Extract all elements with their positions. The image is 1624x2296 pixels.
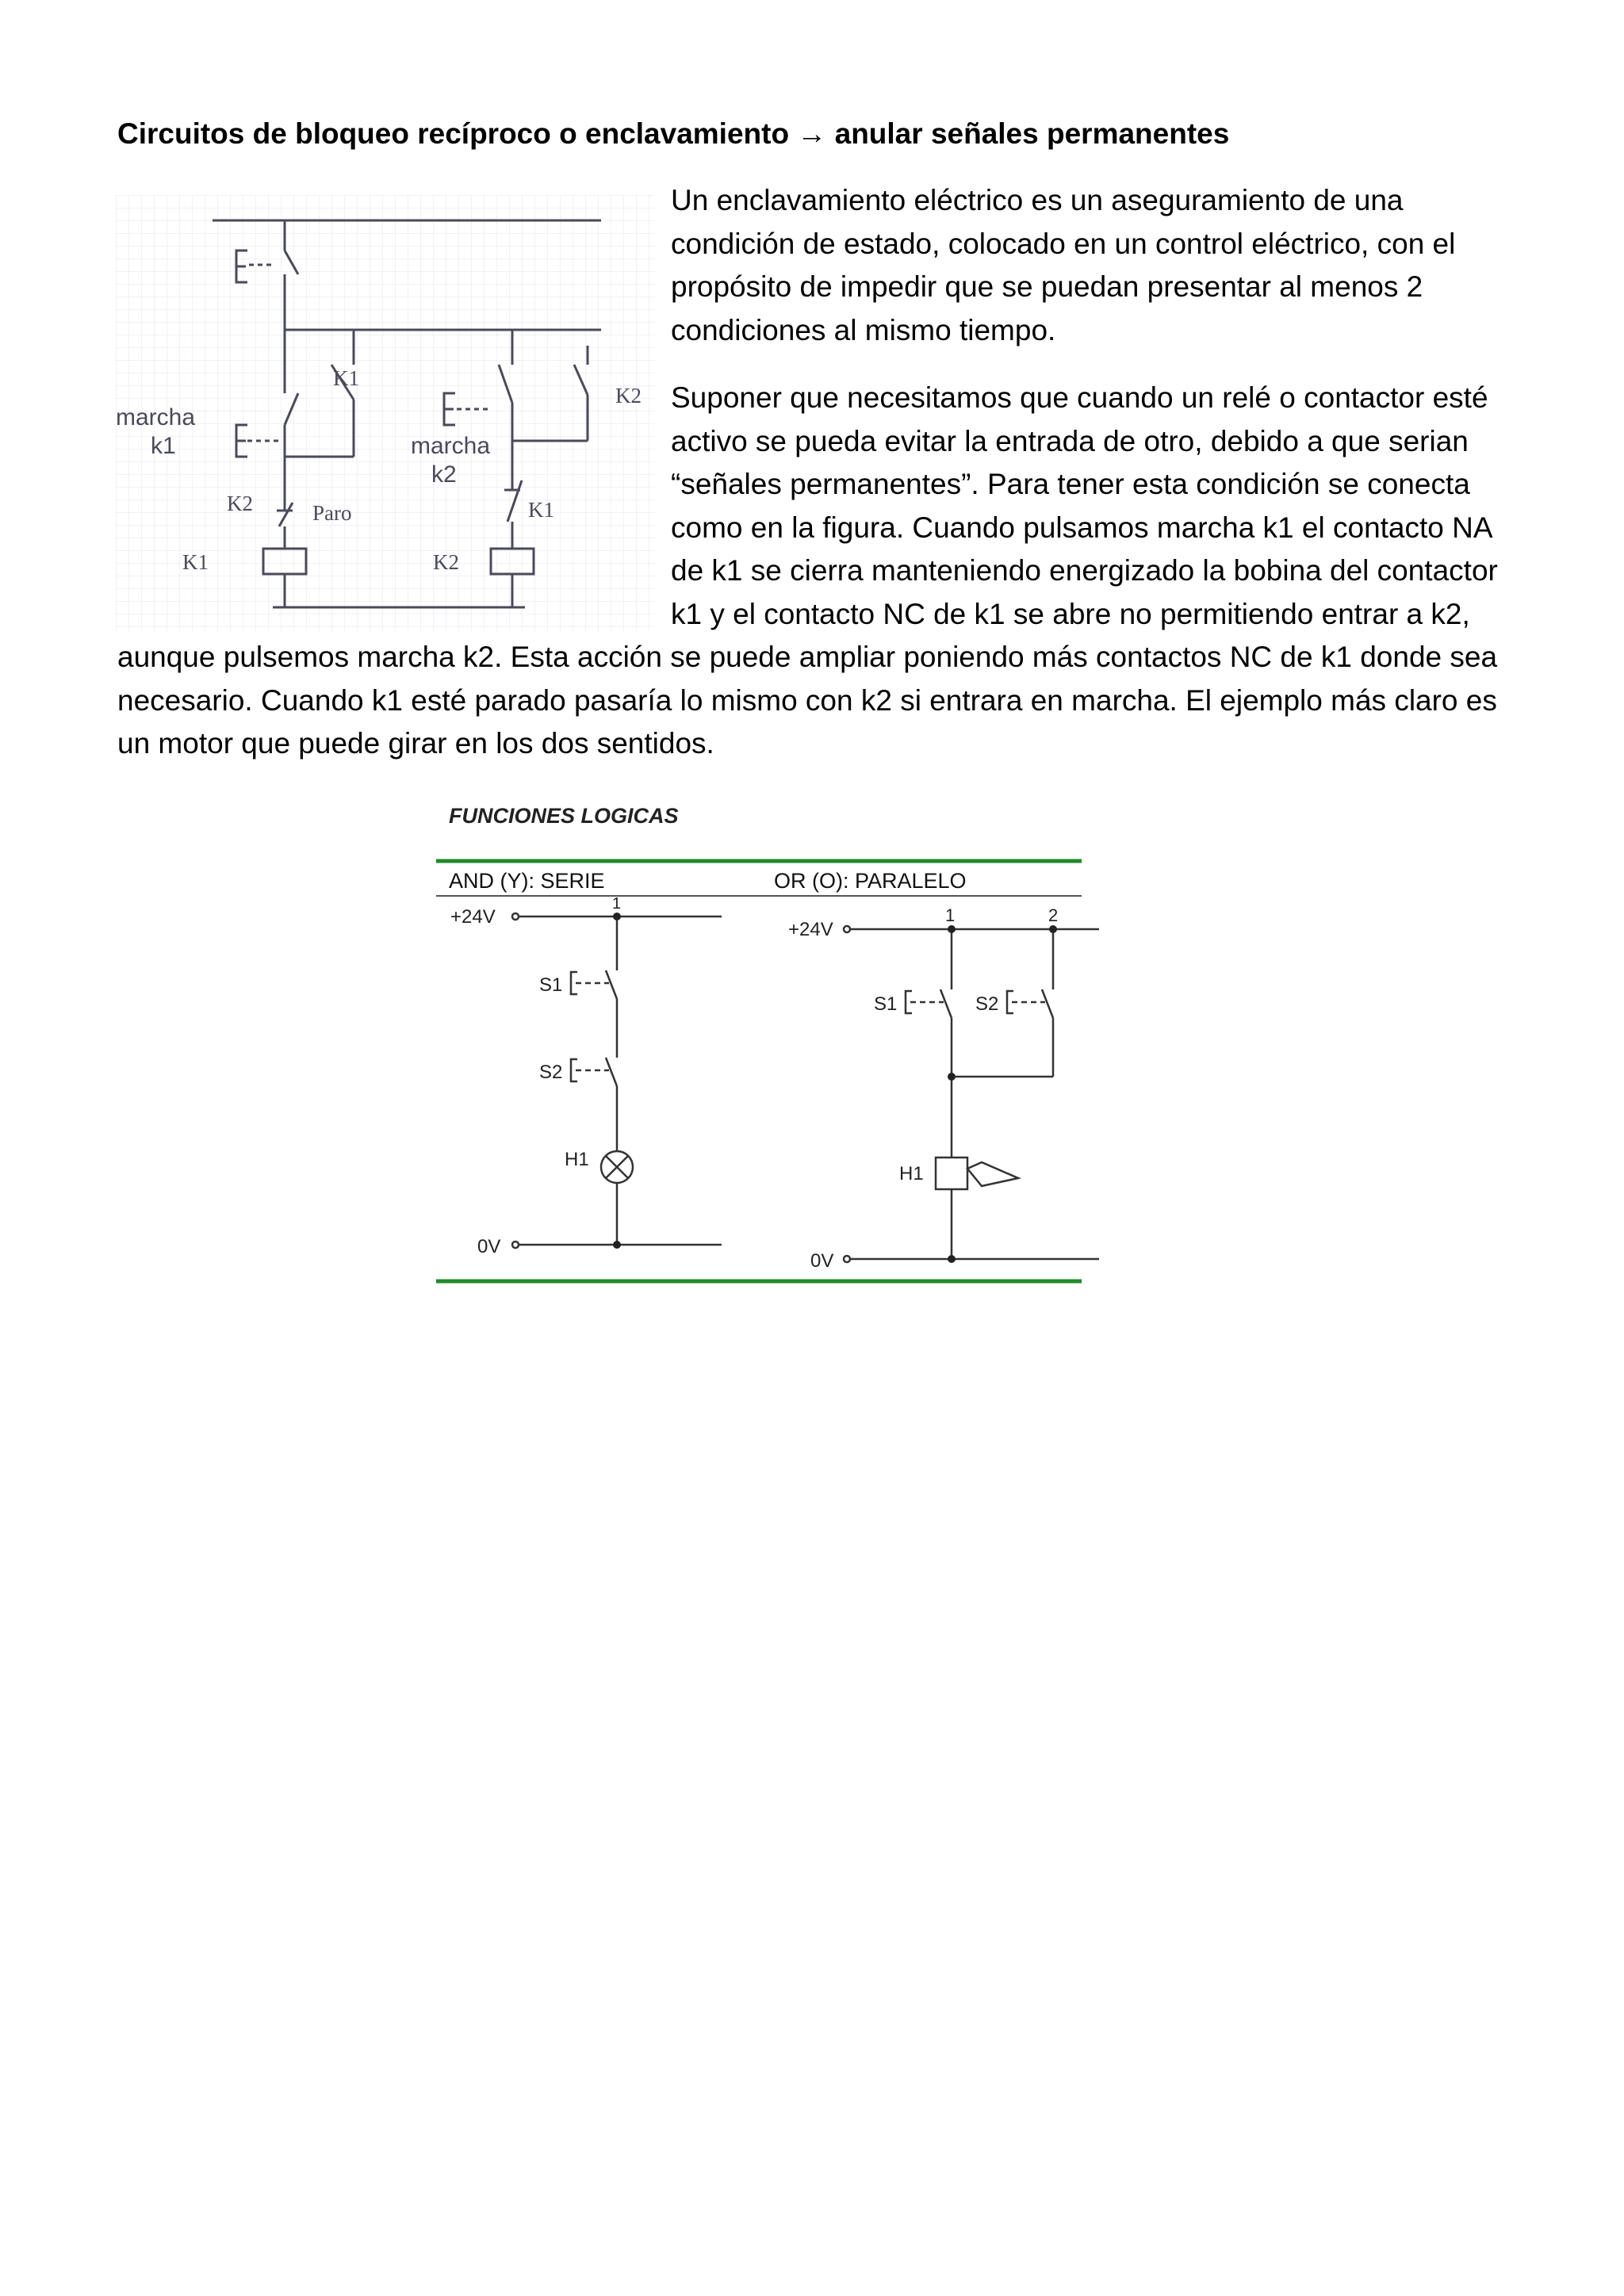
or-circuit-wires xyxy=(844,926,1099,1262)
or-0v-label: 0V xyxy=(810,1250,834,1272)
and-node-top xyxy=(613,913,621,920)
and-node-1-label: 1 xyxy=(612,895,622,913)
or-header: OR (O): PARALELO xyxy=(774,869,967,893)
or-s2-label: S2 xyxy=(975,993,999,1015)
paragraph-2-line-3: “señales permanentes”. Para tener esta condición se conecta xyxy=(671,468,1470,500)
or-node-join xyxy=(948,1073,956,1081)
k1-nc-label: K1 xyxy=(528,498,554,522)
paragraph-2-line-1: Suponer que necesitamos que cuando un relé o contactor esté xyxy=(671,381,1488,414)
logic-functions-diagram xyxy=(428,790,1110,1297)
and-header: AND (Y): SERIE xyxy=(449,869,605,893)
or-s1-label: S1 xyxy=(874,993,898,1015)
paragraph-1-line-3: propósito de impedir que se puedan presentar al menos 2 xyxy=(671,270,1423,303)
section-heading xyxy=(117,117,1229,151)
k1-contact-label: K1 xyxy=(333,366,359,390)
and-plus-24v-label: +24V xyxy=(450,906,496,928)
and-h1-label: H1 xyxy=(565,1149,589,1170)
paragraph-2-line-6: k1 y el contacto NC de k1 se abre no permitiendo entrar a k2, xyxy=(671,597,1470,630)
or-node-2-label: 2 xyxy=(1048,905,1059,925)
paragraph-2-line-4: como en la figura. Cuando pulsamos marcha k1 el contacto NA xyxy=(671,511,1493,544)
or-node-1-label: 1 xyxy=(945,905,956,925)
paragraph-2-line-8: necesario. Cuando k1 esté parado pasaría lo mismo con k2 si entrara en marcha. El ejemplo más claro es xyxy=(117,683,1497,717)
marcha-k2-label-line1: marcha xyxy=(411,433,491,459)
and-s2-label: S2 xyxy=(539,1062,563,1083)
paragraph-2-full-width xyxy=(117,636,1529,766)
or-plus-24v-label: +24V xyxy=(788,919,833,940)
paragraph-2-line-7: aunque pulsemos marcha k2. Esta acción se puede ampliar poniendo más contactos NC de k1 donde sea xyxy=(117,641,1498,673)
and-s1-label: S1 xyxy=(539,974,563,996)
paragraph-2-line-5: de k1 se cierra manteniendo energizado la bobina del contactor xyxy=(671,554,1498,587)
k2-contact-label: K2 xyxy=(615,384,642,408)
heading-text-end: anular señales permanentes xyxy=(826,117,1230,150)
paragraph-2-line-9: un motor que puede girar en los dos sentidos. xyxy=(117,727,714,760)
paragraph-1-line-2: condición de estado, colocado en un control eléctrico, con el xyxy=(671,227,1456,260)
or-h1-label: H1 xyxy=(899,1163,924,1184)
marcha-k1-label-line1: marcha xyxy=(116,404,196,430)
or-node-1 xyxy=(948,925,956,933)
and-node-bottom xyxy=(613,1241,621,1249)
k2-nc-label: K2 xyxy=(227,492,253,515)
and-0v-label: 0V xyxy=(477,1236,501,1257)
k1-coil-label: K1 xyxy=(182,550,209,574)
marcha-k1-label-line2: k1 xyxy=(151,433,176,459)
paragraph-1-line-1: Un enclavamiento eléctrico es un aseguramiento de una xyxy=(671,184,1404,216)
paragraph-1-line-4: condiciones al mismo tiempo. xyxy=(671,313,1056,346)
paragraph-2-column xyxy=(671,377,1527,636)
paragraph-1 xyxy=(671,179,1527,352)
paragraph-2-line-2: activo se pueda evitar la entrada de otro, debido a que serian xyxy=(671,424,1469,457)
marcha-k2-label-line2: k2 xyxy=(431,461,457,488)
right-arrow-icon: → xyxy=(797,117,827,150)
heading-text-start: Circuitos de bloqueo recíproco o enclavamiento xyxy=(117,117,798,150)
logic-diagram-title: FUNCIONES LOGICAS xyxy=(449,804,679,828)
k2-coil-label: K2 xyxy=(433,550,459,574)
interlock-circuit-diagram xyxy=(116,195,655,631)
or-node-2 xyxy=(1049,925,1057,933)
or-node-bottom xyxy=(948,1255,956,1263)
paro-label: Paro xyxy=(312,501,352,525)
